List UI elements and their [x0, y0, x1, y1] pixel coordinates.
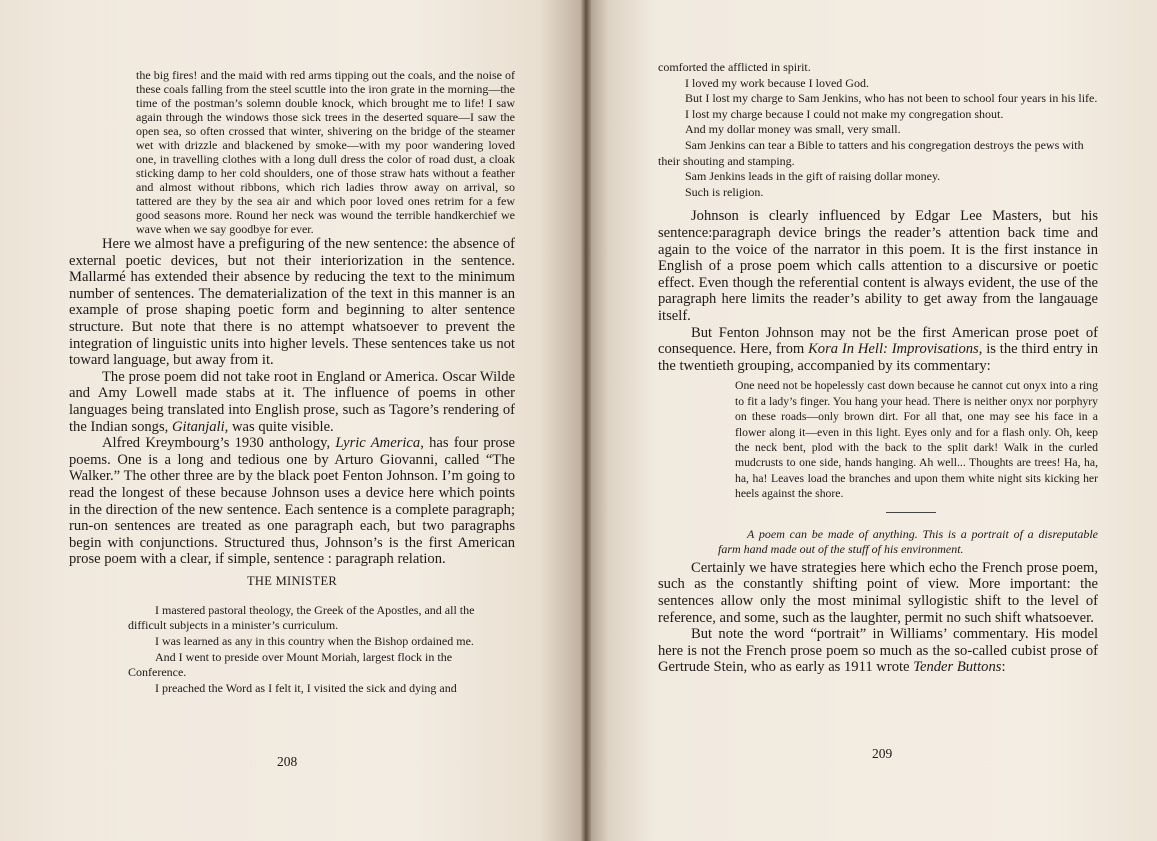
left-paragraph-3-end: , has four prose poems. One is a long and tedious one by Arturo Giovanni, called “The Walker.” The other three are by the black poet Fenton Johnson. I’m going to read the longest of these because Johnson uses a device here which points in the direction of the new sentence. Each sentence is a complete paragraph; run-on sentences are treated as one paragraph each, but two paragraphs begin with conjunctions. Structured thus, Johnson’s is the first American prose poem with a clear, if simple, sentence : paragraph relation. [69, 435, 516, 568]
left-body-text [69, 236, 515, 568]
gitanjali-title: Gitanjali [171, 418, 225, 435]
poem-line: Sam Jenkins can tear a Bible to tatters and his congregation destroys the pews with their shouting and stamping. [658, 137, 1084, 168]
poem-line: But I lost my charge to Sam Jenkins, who has not been to school four years in his life. [685, 91, 1098, 106]
poem-line: I was learned as any in this country when the Bishop ordained me. [155, 634, 474, 649]
kora-in-hell-title: Kora In Hell: Improvisations [808, 341, 979, 358]
poem-line: And my dollar money was small, very small. [685, 122, 901, 137]
mallarme-quote-text: the big fires! and the maid with red arms tipping out the coals, and the noise of these coals falling from the steel scuttle into the iron grate in the morning—the time of the postman’s solemn double knock, which brought me to life! I saw again through the windows those sick trees in the deserted square—I saw the open sea, so often crossed that winter, shivering on the bridge of the steamer wet with drizzle and blackened by smoke—with my poor wandering loved one, in travelling clothes with a long dull dress the color of road dust, a cloak sticking damp to her cold shoulders, one of those straw hats without a feather and almost without ribbons, which rich ladies throw away on arrival, so tattered are they by the sea air and which poor loved ones retrim for a few good seasons more. Round her neck was wound the terrible handkerchief we wave when we say goodbye for ever. [136, 68, 515, 236]
page-number-left: 208 [277, 754, 298, 769]
lyric-america-title: Lyric America [335, 435, 421, 452]
poem-line: I lost my charge because I could not make my congregation shout. [685, 106, 1004, 121]
poem-line: Sam Jenkins leads in the gift of raising dollar money. [685, 169, 941, 184]
poem-line: Such is religion. [685, 184, 764, 199]
left-paragraph-1: Here we almost have a prefiguring of the new sentence: the absence of external poetic devices, but not their interiorization in the sentence. Mallarmé has extended their absence by reducing the text to the minimum number of sentences. The dematerialization of the text in this manner is an example of prose shaping poetic form and beginning to alter sentence structure. But note that there is no attempt whatsoever to prevent the integration of linguistic units into higher levels. These sentences take us not toward language, but away from it. [69, 236, 515, 369]
williams-commentary [658, 527, 1098, 558]
poem-line: I loved my work because I loved God. [685, 75, 869, 90]
poem-line: And I went to preside over Mount Moriah, largest flock in the Conference. [128, 649, 453, 680]
right-body-text-2 [658, 560, 1098, 676]
poem-title: THE MINISTER [246, 573, 338, 588]
book-gutter [581, 0, 591, 841]
right-paragraph-2 [658, 325, 1098, 375]
kora-in-hell-quote [658, 378, 1098, 501]
section-divider [886, 512, 936, 513]
page-number-right: 209 [872, 746, 893, 761]
right-paragraph-4-end: : [1001, 659, 1006, 676]
left-paragraph-3-start: Alfred Kreymbourg’s 1930 anthology, [102, 435, 336, 452]
the-minister-poem-part-1 [69, 603, 515, 697]
kora-in-hell-quote-text: One need not be hopelessly cast down because he cannot cut onyx into a ring to fit a lady’s finger. You hang your head. There is neither onyx nor porphyry on these roads—only brown dirt. For all that, one may see his face in a flower along it—even in this light. Eyes only and for a flash only. Oh, keep the neck bent, plod with the back to the split dark! Walk in the curled mudcrusts to one side, hands hanging. Ah well... Thoughts are trees! Ha, ha, ha, ha! Leaves load the branches and upon them white night sits kicking her heels against the shore. [735, 379, 1098, 501]
right-paragraph-1: Johnson is clearly influenced by Edgar Lee Masters, but his sentence:paragraph device brings the reader’s attention back time and again to the voice of the narrator in this poem. It is the first instance in English of a prose poem which calls attention to a discursive or poetic effect. Even though the referential content is always evident, the use of the paragraph here limits the reader’s ability to get away from the langauage itself. [658, 208, 1098, 324]
right-paragraph-2-end: , is the third entry in the twentieth grouping, accompanied by its commentary: [658, 341, 1098, 374]
right-paragraph-2-start: But Fenton Johnson may not be the first American prose poet of consequence. Here, from [658, 324, 1098, 358]
right-paragraph-3: Certainly we have strategies here which echo the French prose poem, such as the constantly shifting point of view. More important: the sentences allow only the most minimal syllogistic shift to the level of reference, and some, such as the laughter, permit no such shift whatsoever. [658, 559, 1098, 626]
left-paragraph-3 [69, 435, 515, 568]
right-body-text [658, 208, 1098, 374]
poem-line: comforted the afflicted in spirit. [658, 60, 811, 74]
left-paragraph-2-start: The prose poem did not take root in England or America. Oscar Wilde and Amy Lowell made stabs at it. The influence of poems in other languages being translated into English prose, such as Tagore’s rendering of the Indian songs, [69, 368, 515, 435]
poem-line: I mastered pastoral theology, the Greek of the Apostles, and all the difficult subjects in a minister’s curriculum. [128, 602, 475, 633]
right-paragraph-4 [658, 626, 1098, 676]
right-page-text [658, 60, 1098, 676]
left-paragraph-2-end: , was quite visible. [224, 418, 334, 435]
right-page [586, 0, 1157, 841]
left-page-text [69, 68, 515, 696]
mallarme-quote [69, 68, 515, 236]
williams-commentary-text: A poem can be made of anything. This is a portrait of a disreputable farm hand made out of the stuff of his environment. [718, 526, 1098, 557]
left-paragraph-2 [69, 369, 515, 435]
tender-buttons-title: Tender Buttons [913, 659, 1002, 676]
the-minister-poem-part-2 [658, 60, 1098, 200]
right-paragraph-4-start: But note the word “portrait” in Williams’ commentary. His model here is not the French prose poem so much as the so-called cubist prose of Gertrude Stein, who as early as 1911 wrote [658, 626, 1098, 676]
poem-line: I preached the Word as I felt it, I visited the sick and dying and [155, 680, 457, 695]
